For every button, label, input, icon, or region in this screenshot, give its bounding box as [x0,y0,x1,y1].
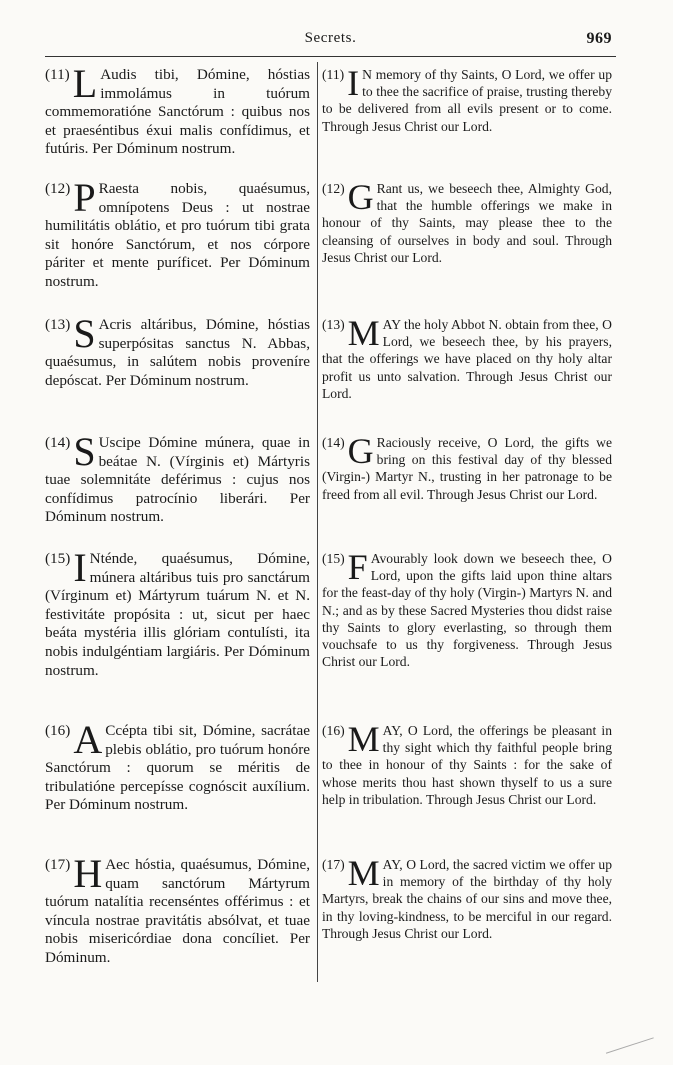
entry-number: (14) [322,435,345,450]
entry-text: Raciously receive, O Lord, the gifts we bring on this festival day of thy blessed (Virgin-) Martyr N., trusting in her patronage to be freed from all evil. Through Jesus Christ our Lord. [322,435,612,502]
drop-cap: G [347,177,374,217]
entry-number: (11) [322,67,345,82]
entry-text: Audis tibi, Dómine, hóstias immolámus in tuórum commemoratióne Sanctórum : quibus nos et praeséntibus éxui malis confídimus, et futúris. Per Dóminum nostrum. [45,66,310,158]
entry-number: (14) [45,434,71,451]
entry-number: (15) [322,551,345,566]
drop-cap: G [347,431,374,471]
entry-number: (16) [45,722,71,739]
latin-secret-13 [45,311,310,390]
page-header [45,30,616,57]
drop-cap: P [73,175,96,220]
latin-secret-17 [45,851,310,968]
english-secret-17 [322,853,612,942]
entry-number: (17) [322,857,345,872]
entry-number: (12) [322,181,345,196]
entry-text: N memory of thy Saints, O Lord, we offer up to thee the sacrifice of praise, trusting thereby to be delivered from all evils present or to come. Through Jesus Christ our Lord. [322,67,612,134]
entry-text: AY the holy Abbot N. obtain from thee, O Lord, we beseech thee, by his prayers, that the offerings we have placed on thy holy altar profit us unto salvation. Through Jesus Christ our Lord. [322,317,612,401]
latin-secret-15 [45,545,310,680]
entry-text: Aec hóstia, quaésumus, Dómine, quam sanctórum Mártyrum tuórum natalítia recenséntes offérimus : et víncula nostrae pravitátis absólvat, et tuae nobis misericórdiae dona concíliet. Per Dóminum. [45,856,310,966]
entry-number: (16) [322,723,345,738]
latin-secret-16 [45,717,310,815]
pencil-mark [606,1037,654,1054]
entry-text: Acris altáribus, Dómine, hóstias superpósitas sanctus N. Abbas, quaésumus, in salútem nobis proveníre depóscat. Per Dóminum nostrum. [45,316,310,389]
running-title: Secrets. [304,30,357,46]
entry-text: Ccépta tibi sit, Dómine, sacrátae plebis oblátio, pro tuórum honóre Sanctórum : quorum se méritis de tribulatióne percepísse cognóscit auxílium. Per Dóminum nostrum. [45,722,310,814]
latin-secret-11 [45,61,310,159]
entry-number: (13) [45,316,71,333]
latin-secret-14 [45,429,310,527]
drop-cap: I [73,545,87,590]
page-number: 969 [586,30,612,47]
entry-text: Raesta nobis, quaésumus, omnípotens Deus : ut nostrae humilitátis oblátio, et pro tuórum tibi grata sit honóre Sanctórum, et nos córpore páriter et mente puríficet. Per Dóminum nostrum. [45,180,310,290]
entry-text: Uscipe Dómine múnera, quae in beátae N. (Vírginis et) Mártyris tuae solemnitáte deférimus : cujus nos confídimus patrocínio liberári. Per Dóminum nostrum. [45,434,310,526]
entry-number: (15) [45,550,71,567]
entry-text: AY, O Lord, the sacred victim we offer up in memory of the birthday of thy holy Martyrs, break the chains of our sins and move thee, in thy loving-kindness, to be merciful in our regard. Through Jesus Christ our Lord. [322,857,612,941]
english-secret-15 [322,547,612,670]
entry-text: Rant us, we beseech thee, Almighty God, that the humble offerings we make in honour of thy Saints, may please thee to the cleansing of ourselves in body and soul. Through Jesus Christ our Lord. [322,181,612,265]
english-secret-14 [322,431,612,503]
entry-number: (17) [45,856,71,873]
drop-cap: S [73,311,96,356]
drop-cap: M [347,853,380,893]
drop-cap: L [72,61,98,106]
drop-cap: A [73,717,103,762]
latin-secret-12 [45,175,310,292]
english-secret-13 [322,313,612,402]
drop-cap: M [347,313,380,353]
drop-cap: I [347,63,360,103]
drop-cap: S [73,429,96,474]
column-divider [317,62,318,982]
entry-text: Nténde, quaésumus, Dómine, múnera altáribus tuis pro sanctárum (Vírginum et) Mártyrum tuárum N. et N. festivitáte propósita : ut, sicut per haec beáta mystéria illis glóriam contulísti, ita nobis indulgéntiam largiáris. Per Dóminum nostrum. [45,550,310,679]
english-secret-12 [322,177,612,266]
entry-text: Avourably look down we beseech thee, O Lord, upon the gifts laid upon thine altars for the feast-day of thy holy (Virgin-) Martyrs N. and N.; and as by these Sacred Mysteries thou didst raise thy Saints to glory everlasting, so through them vouchsafe to us thy forgiveness. Through Jesus Christ our Lord. [322,551,612,670]
drop-cap: F [347,547,368,587]
english-secret-11 [322,63,612,135]
entry-text: AY, O Lord, the offerings be pleasant in thy sight which thy faithful people bring to thee in honour of thy Saints : for the sake of whose merits thou hast shown thyself to us a sure help in tribulation. Through Jesus Christ our Lord. [322,723,612,807]
entry-number: (12) [45,180,71,197]
english-secret-16 [322,719,612,808]
drop-cap: M [347,719,380,759]
entry-number: (13) [322,317,345,332]
drop-cap: H [73,851,103,896]
entry-number: (11) [45,66,70,83]
